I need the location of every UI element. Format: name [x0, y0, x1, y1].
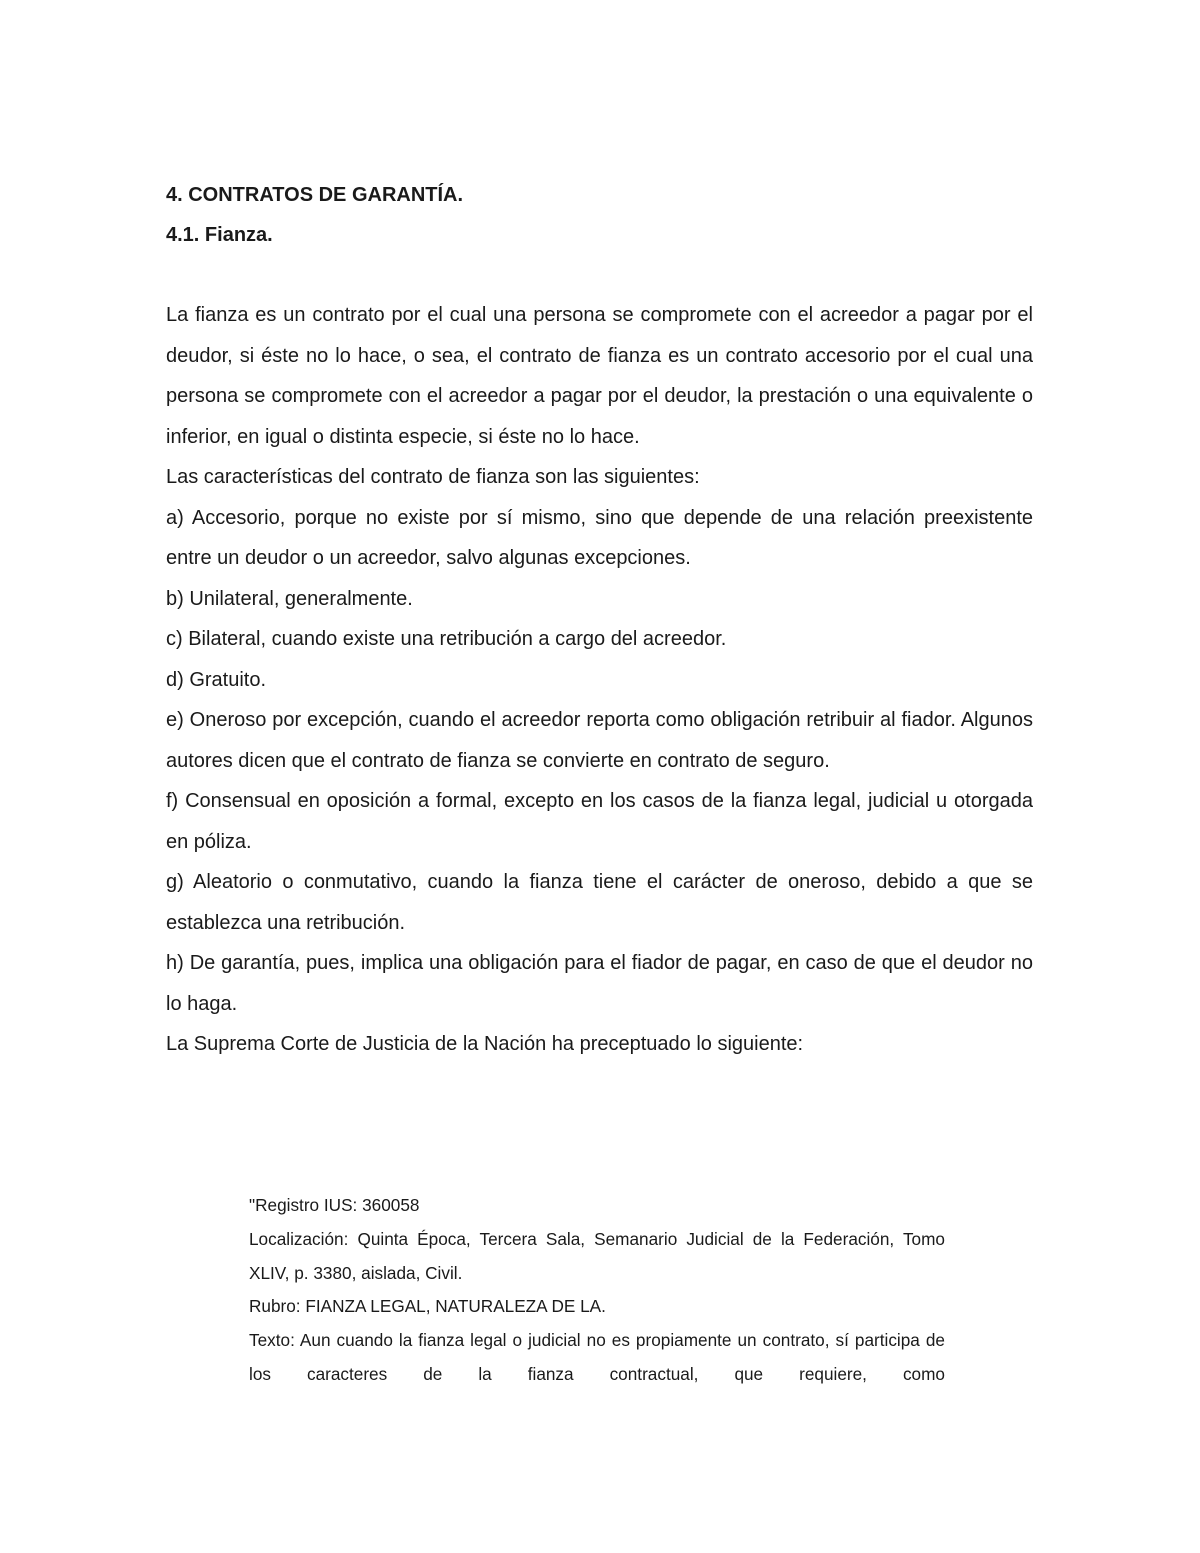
paragraph-characteristics-intro: Las características del contrato de fianza son las siguientes:	[166, 466, 700, 488]
subsection-heading: 4.1. Fianza.	[166, 224, 273, 246]
paragraph-scjn-intro: La Suprema Corte de Justicia de la Nación ha preceptuado lo siguiente:	[166, 1033, 804, 1055]
quote-rubro: Rubro: FIANZA LEGAL, NATURALEZA DE LA.	[249, 1296, 606, 1317]
quote-texto: Texto: Aun cuando la fianza legal o judicial no es propiamente un contrato, sí participa de los caracteres de la fianza contractual, que requiere, como	[249, 1330, 945, 1384]
list-item-g: g) Aleatorio o conmutativo, cuando la fianza tiene el carácter de oneroso, debido a que se establezca una retribución.	[166, 871, 1033, 934]
document-body	[166, 175, 1033, 1065]
spacer	[166, 255, 1033, 295]
list-item-d: d) Gratuito.	[166, 668, 267, 691]
list-item-a: a) Accesorio, porque no existe por sí mismo, sino que depende de una relación preexistente entre un deudor o un acreedor, salvo algunas excepciones.	[166, 506, 1033, 569]
quote-localizacion: Localización: Quinta Época, Tercera Sala, Semanario Judicial de la Federación, Tomo XLIV, p. 3380, aislada, Civil.	[249, 1228, 945, 1283]
list-item-c: c) Bilateral, cuando existe una retribución a cargo del acreedor.	[166, 628, 727, 650]
jurisprudence-quote	[249, 1189, 945, 1392]
list-item-b: b) Unilateral, generalmente.	[166, 587, 413, 610]
section-heading: 4. CONTRATOS DE GARANTÍA.	[166, 184, 464, 206]
list-item-e: e) Oneroso por excepción, cuando el acreedor reporta como obligación retribuir al fiador. Algunos autores dicen que el contrato de fianza se convierte en contrato de seguro.	[166, 709, 1033, 772]
list-item-h: h) De garantía, pues, implica una obligación para el fiador de pagar, en caso de que el deudor no lo haga.	[166, 952, 1033, 1015]
quote-registro: "Registro IUS: 360058	[249, 1195, 420, 1215]
paragraph-definition: La fianza es un contrato por el cual una persona se compromete con el acreedor a pagar por el deudor, si éste no lo hace, o sea, el contrato de fianza es un contrato accesorio por el cual una persona se compromete con el acreedor a pagar por el deudor, la prestación o una equivalente o inferior, en igual o distinta especie, si éste no lo hace.	[166, 304, 1033, 448]
list-item-f: f) Consensual en oposición a formal, excepto en los casos de la fianza legal, judicial u otorgada en póliza.	[166, 790, 1033, 853]
